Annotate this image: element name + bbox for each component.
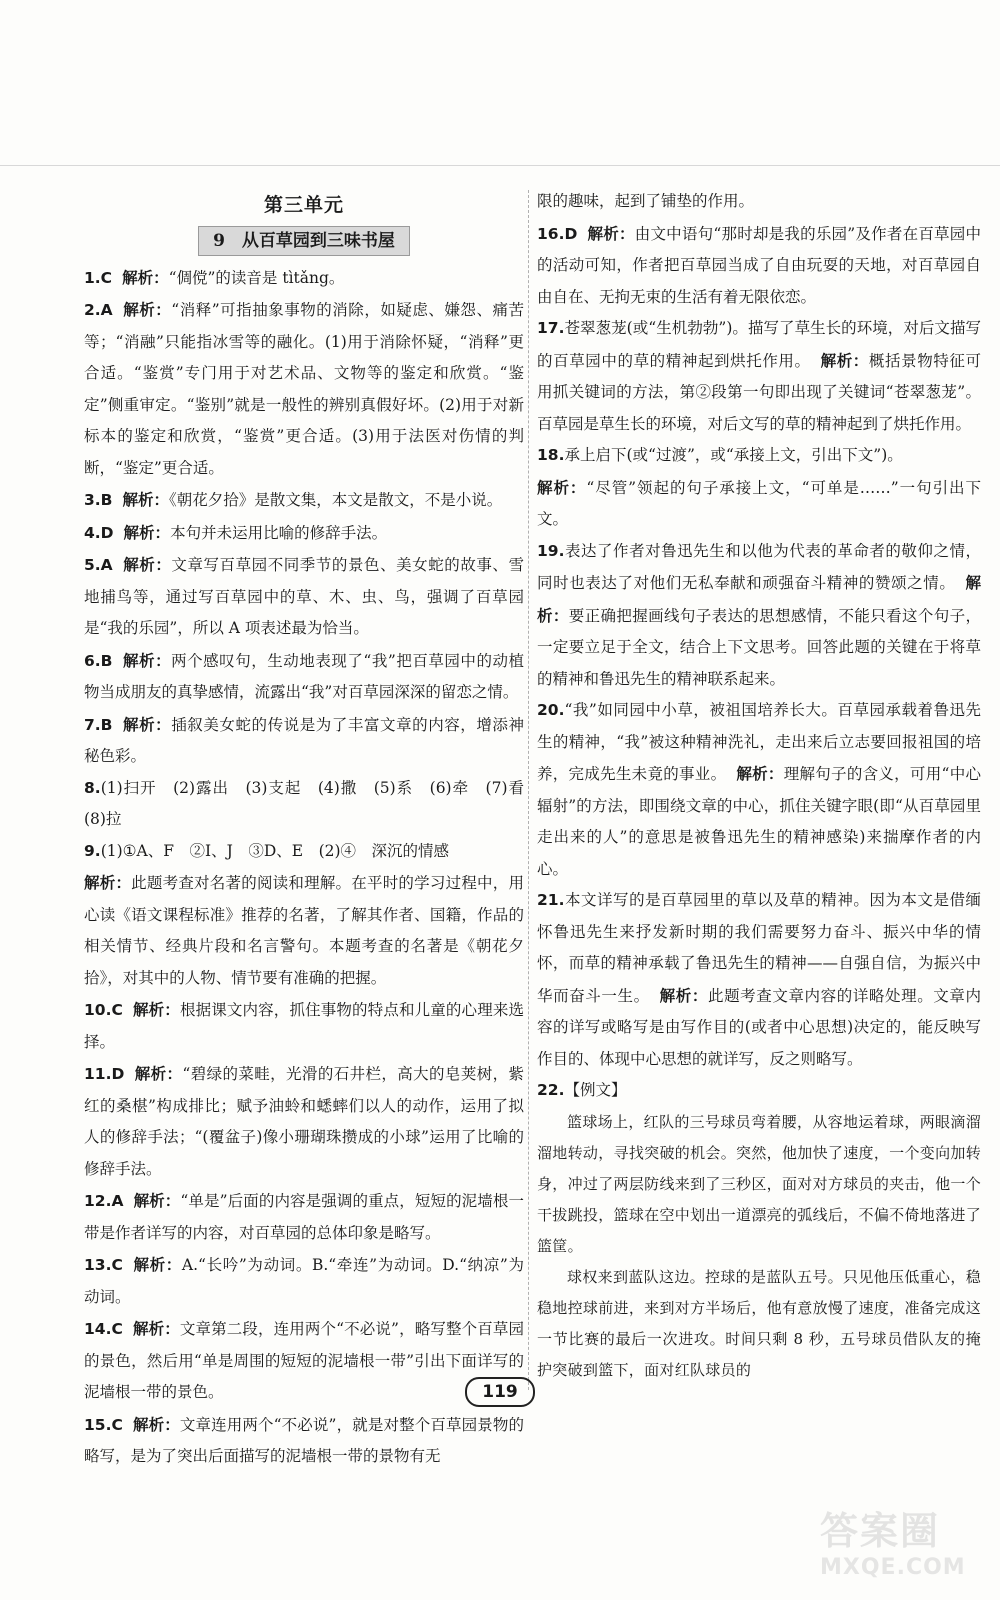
analysis-label: 解析： — [122, 714, 172, 734]
answer-item — [84, 517, 524, 550]
answer-item — [537, 440, 981, 472]
page-number: 119 — [465, 1377, 535, 1407]
answer-number: 11.D — [84, 1065, 125, 1083]
analysis-label: 解析： — [132, 1255, 182, 1274]
answer-item — [84, 709, 524, 773]
answer-item — [537, 218, 981, 314]
analysis-text: 要正确把握画线句子表达的思想感情，不能只看这个句子，一定要立足于全文，结合上下文思考。回答此题的关键在于将草的精神和鲁迅先生的精神联系起来。 — [537, 606, 981, 688]
answer-number: 8. — [84, 778, 101, 797]
answer-number: 21. — [537, 891, 565, 909]
answer-text: 苍翠葱茏(或“生机勃勃”)。描写了草生长的环境，对后文描写的百草园中的草的精神起到烘托作用。 — [537, 319, 981, 370]
answer-text: 文章写百草园不同季节的景色、美女蛇的故事、雪地捕鸟等，通过写百草园中的草、木、虫、鸟，强调了百草园是“我的乐园”，所以 A 项表述最为恰当。 — [84, 556, 524, 637]
answer-text: 承上启下(或“过渡”，或“承接上文，引出下文”)。 — [564, 446, 903, 464]
answer-item — [84, 1058, 524, 1185]
watermark — [820, 1500, 990, 1590]
analysis-label: 解析： — [122, 555, 172, 574]
analysis-label: 解析： — [133, 1191, 181, 1210]
right-column — [537, 186, 981, 1386]
analysis-label: 解析： — [134, 1064, 183, 1083]
answer-number: 5.A — [84, 556, 113, 574]
answer-text: “尽管”领起的句子承接上文，“可单是……”一句引出下文。 — [537, 478, 981, 528]
analysis-label: 解析： — [537, 573, 981, 625]
analysis-label: 解析： — [122, 300, 172, 319]
answer-text: 表达了作者对鲁迅先生和以他为代表的革命者的敬仰之情，同时也表达了对他们无私奉献和顽强奋斗精神的赞颂之情。 — [537, 541, 981, 592]
watermark-logo: 答案圈 — [820, 1509, 941, 1553]
answer-text: “单是”后面的内容是强调的重点，短短的泥墙根一带是作者详写的内容，对百草园的总体印象是略写。 — [84, 1192, 524, 1242]
answer-text: 《朝花夕拾》是散文集，本文是散文，不是小说。 — [169, 491, 503, 509]
analysis-label: 解析： — [123, 522, 171, 542]
answer-text: 此题考查对名著的阅读和理解。在平时的学习过程中，用心读《语文课程标准》推荐的名著，了解其作者、国籍，作品的相关情节、经典片段和名言警句。本题考查的名著是《朝花夕拾》，对其中的人物、情节要有准确的把握。 — [84, 874, 524, 987]
answer-text: “倜傥”的读音是 tìtǎng。 — [168, 268, 345, 287]
answer-text: (1)扫开 (2)露出 (3)支起 (4)撒 (5)系 (6)牵 (7)看 (8)拉 — [84, 778, 540, 828]
watermark-url: MXQE.COM — [820, 1555, 966, 1580]
answer-text: 本文详写的是百草园里的草以及草的精神。因为本文是借缅怀鲁迅先生来抒发新时期的我们需要努力奋斗、振兴中华的情怀，而草的精神承载了鲁迅先生的精神——自强自信，为振兴中华而奋斗一生。 — [537, 891, 981, 1005]
answer-text: 【例文】 — [564, 1081, 627, 1099]
answer-number: 18. — [537, 446, 565, 464]
answer-number: 12.A — [84, 1192, 124, 1210]
answer-number: 19. — [537, 541, 565, 560]
left-column — [84, 186, 540, 1473]
analysis-text: 理解句子的含义，可用“中心辐射”的方法，即围绕文章的中心，抓住关键字眼(即“从百草园里走出来的人”的意思是被鲁迅先生的精神感染)来揣摩作者的内心。 — [537, 765, 981, 878]
answer-number: 16.D — [537, 224, 578, 243]
answer-item — [84, 294, 524, 484]
header-rule — [0, 165, 1000, 166]
answer-number: 2.A — [84, 301, 113, 319]
answer-item — [537, 313, 981, 440]
column-divider — [528, 190, 529, 1390]
answer-text: 两个感叹句，生动地表现了“我”把百草园中的动植物当成朋友的真挚感情，流露出“我”对百草园深深的留恋之情。 — [84, 651, 524, 701]
analysis-label: 解析： — [132, 1414, 180, 1434]
answer-item — [537, 536, 981, 696]
answer-number: 7.B — [84, 715, 113, 734]
answer-text: (1)①A、F ②I、J ③D、E (2)④ 深沉的情感 — [100, 841, 450, 860]
analysis-label: 解析： — [820, 350, 869, 370]
answer-number: 3.B — [84, 491, 113, 509]
answer-item — [84, 645, 524, 709]
analysis-label: 解析： — [132, 1319, 180, 1338]
analysis-label: 解析： — [122, 490, 170, 509]
answer-number: 6.B — [84, 651, 113, 670]
analysis-label: 解析： — [132, 1000, 180, 1019]
answer-item — [84, 262, 524, 295]
answer-item — [84, 1249, 524, 1313]
answer-item — [537, 1075, 981, 1107]
analysis-label: 解析： — [84, 873, 132, 892]
answer-item — [84, 484, 524, 517]
right-answer-list — [537, 218, 981, 1107]
answer-item — [84, 1185, 524, 1249]
answer-text: 根据课文内容，抓住事物的特点和儿童的心理来选择。 — [84, 1001, 524, 1051]
answer-item — [537, 695, 981, 885]
essay-paragraph: 篮球场上，红队的三号球员弯着腰，从容地运着球，两眼滴溜溜地转动，寻找突破的机会。突然，他加快了速度，一个变向加转身，冲过了两层防线来到了三秒区，面对对方球员的夹击，他一个干拔跳投，篮球在空中划出一道漂亮的弧线后，不偏不倚地落进了篮筐。 — [537, 1112, 981, 1255]
answer-text: 文章连用两个“不必说”，就是对整个百草园景物的略写，是为了突出后面描写的泥墙根一带的景物有无 — [84, 1415, 524, 1465]
answer-item — [537, 885, 981, 1075]
answer-text: “我”如同园中小草，被祖国培养长大。百草园承载着鲁迅先生的精神，“我”被这种精神洗礼，走出来后立志要回报祖国的培养，完成先生未竟的事业。 — [537, 701, 981, 783]
answer-text: 文章第二段，连用两个“不必说”，略写整个百草园的景色，然后用“单是周围的短短的泥墙根一带”引出下面详写的泥墙根一带的景色。 — [84, 1320, 524, 1401]
answer-number: 15.C — [84, 1415, 123, 1434]
answer-text: 插叙美女蛇的传说是为了丰富文章的内容，增添神秘色彩。 — [84, 715, 524, 765]
answer-item — [84, 773, 540, 836]
answer-number: 1.C — [84, 268, 113, 287]
answer-item — [84, 549, 524, 645]
analysis-label: 解析： — [736, 764, 784, 783]
answer-number: 17. — [537, 319, 565, 337]
answer-number: 22. — [537, 1081, 565, 1099]
answer-number: 13.C — [84, 1256, 123, 1274]
answer-number: 14.C — [84, 1320, 123, 1338]
example-essay — [537, 1107, 981, 1386]
answer-number: 4.D — [84, 523, 114, 542]
page-number-wrap — [0, 1377, 1000, 1407]
analysis-text: 此题考查文章内容的详略处理。文章内容的详写或略写是由写作目的(或者中心思想)决定的，能反映写作目的、体现中心思想的就详写，反之则略写。 — [537, 986, 981, 1068]
analysis-label: 解析： — [537, 477, 587, 497]
analysis-label: 解析： — [122, 267, 169, 287]
answer-number: 10.C — [84, 1001, 123, 1019]
left-answer-list — [84, 262, 540, 1473]
lesson-title: 9 从百草园到三味书屋 — [198, 226, 410, 256]
answer-number: 9. — [84, 841, 101, 860]
answer-number: 20. — [537, 701, 565, 719]
answer-text: “碧绿的菜畦，光滑的石井栏，高大的皂荚树，紫红的桑椹”构成排比；赋予油蛉和蟋蟀们以人的动作，运用了拟人的修辞手法；“(覆盆子)像小珊瑚珠攒成的小球”运用了比喻的修辞手法。 — [84, 1065, 524, 1178]
answer-item — [537, 472, 981, 536]
analysis-label: 解析： — [659, 985, 708, 1005]
unit-title: 第三单元 — [263, 194, 344, 216]
answer-item — [84, 994, 524, 1058]
answer-text: 本句并未运用比喻的修辞手法。 — [170, 523, 388, 542]
analysis-label: 解析： — [587, 223, 635, 243]
continued-text: 限的趣味，起到了铺垫的作用。 — [537, 192, 755, 210]
essay-paragraph: 球权来到蓝队这边。控球的是蓝队五号。只见他压低重心，稳稳地控球前进，来到对方半场后，他有意放慢了速度，准备完成这一节比赛的最后一次进攻。时间只剩 8 秒，五号球员借队友的掩护突破到篮下，面对红队球员的 — [537, 1267, 981, 1379]
answer-item — [84, 867, 524, 994]
analysis-text: 概括景物特征可用抓关键词的方法，第②段第一句即出现了关键词“苍翠葱茏”。百草园是草生长的环境，对后文写的草的精神起到了烘托作用。 — [537, 351, 981, 433]
lesson-title-wrap — [84, 226, 524, 258]
answer-text: A.“长吟”为动词。B.“牵连”为动词。D.“纳凉”为动词。 — [84, 1256, 524, 1306]
analysis-label: 解析： — [122, 650, 172, 670]
answer-text: 由文中语句“那时却是我的乐园”及作者在百草园中的活动可知，作者把百草园当成了自由玩耍的天地，对百草园自由自在、无拘无束的生活有着无限依恋。 — [537, 224, 981, 306]
answer-text: “消释”可指抽象事物的消除，如疑虑、嫌怨、痛苦等；“消融”只能指冰雪等的融化。(1)用于消除怀疑，“消释”更合适。“鉴赏”专门用于对艺术品、文物等的鉴定和欣赏。“鉴定”侧重审定。“鉴别”就是一般性的辨别真假好坏。(2)用于对新标本的鉴定和欣赏，“鉴赏”更合适。(3)用于法医对伤情的判断，“鉴定”更合适。 — [84, 301, 524, 477]
answer-item — [84, 1409, 524, 1473]
answer-item — [84, 836, 524, 868]
